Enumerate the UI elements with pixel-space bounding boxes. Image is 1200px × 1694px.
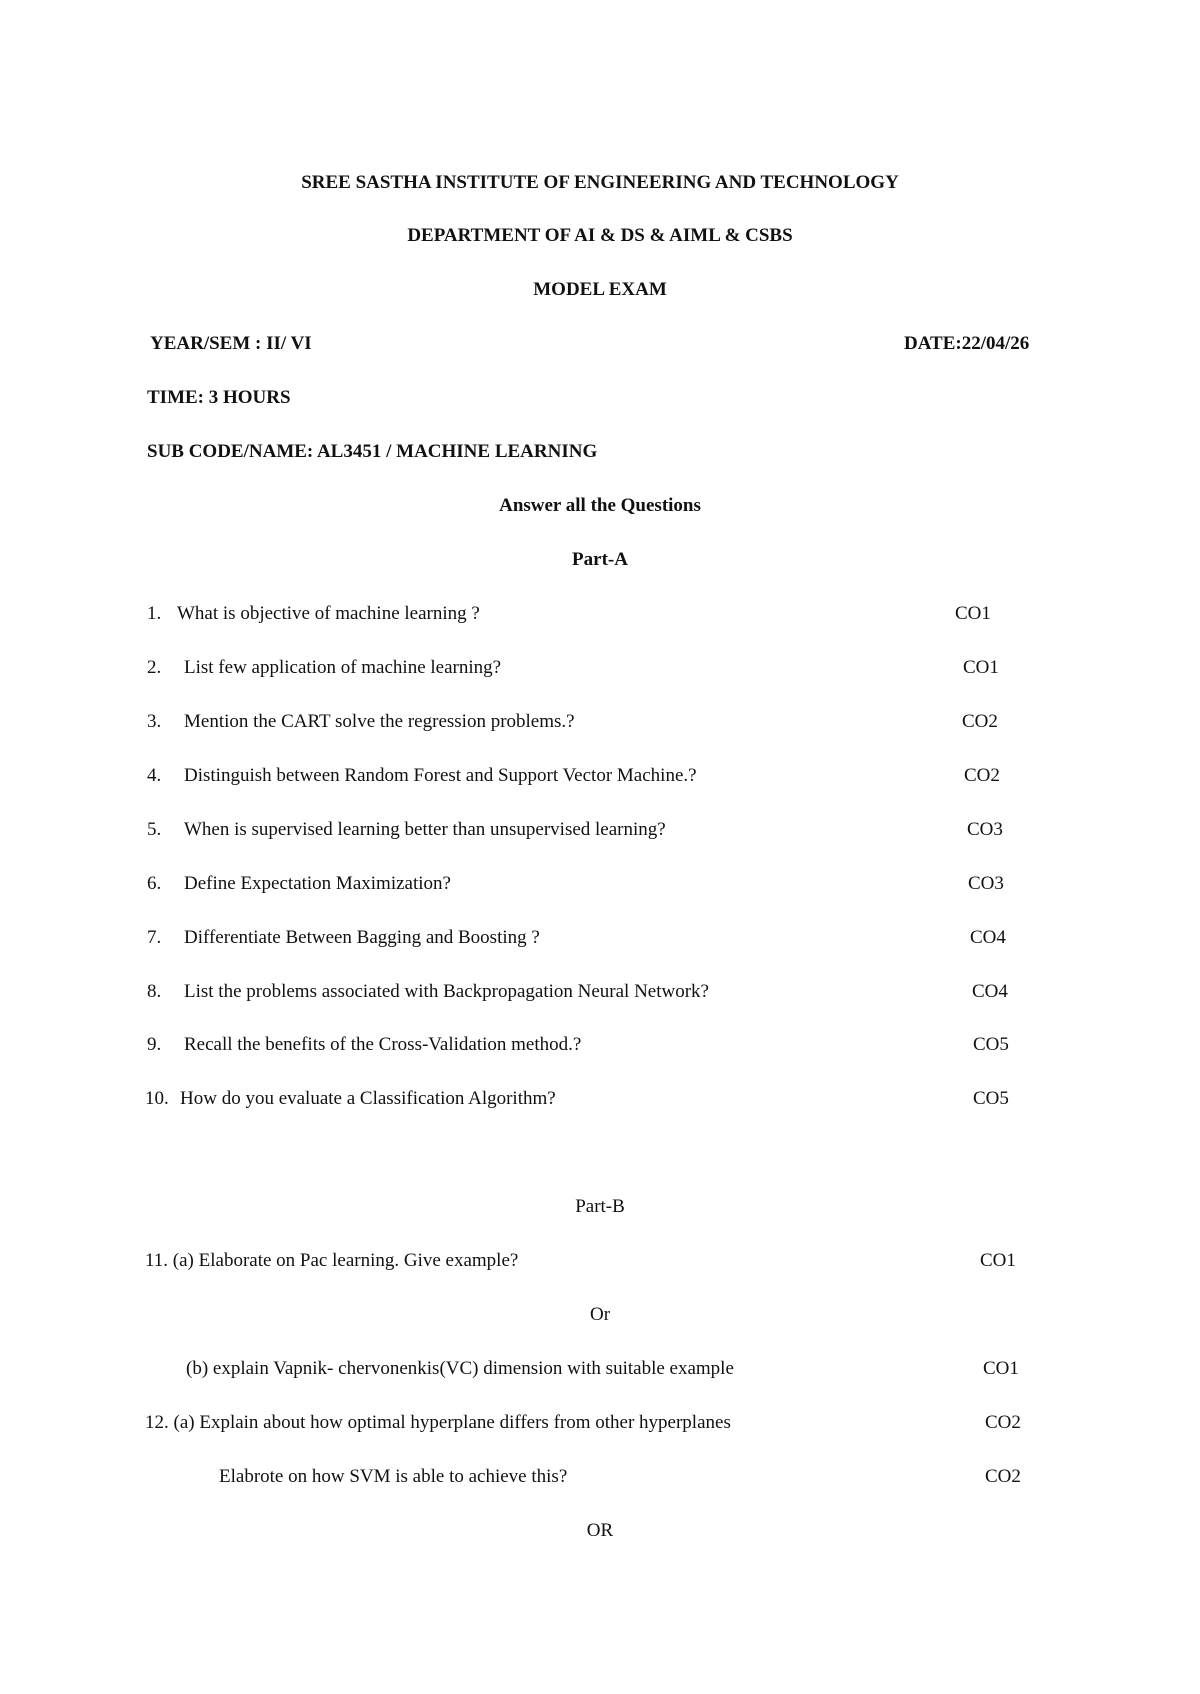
question-text: What is objective of machine learning ? bbox=[177, 603, 480, 624]
question-text: Differentiate Between Bagging and Boosting ? bbox=[184, 927, 540, 948]
course-outcome: CO1 bbox=[955, 603, 991, 624]
question-number: 5. bbox=[147, 819, 162, 840]
question-11b: (b) explain Vapnik- chervonenkis(VC) dimension with suitable example bbox=[186, 1358, 734, 1379]
subject-code-name: SUB CODE/NAME: AL3451 / MACHINE LEARNING bbox=[147, 441, 598, 462]
question-text: Distinguish between Random Forest and Support Vector Machine.? bbox=[184, 765, 697, 786]
course-outcome: CO5 bbox=[973, 1034, 1009, 1055]
course-outcome: CO1 bbox=[983, 1358, 1019, 1379]
question-number: 8. bbox=[147, 981, 162, 1002]
part-b-title: Part-B bbox=[575, 1196, 625, 1217]
question-number: 1. bbox=[147, 603, 162, 624]
question-12a: 12. (a) Explain about how optimal hyperplane differs from other hyperplanes bbox=[145, 1412, 731, 1433]
question-text: List the problems associated with Backpropagation Neural Network? bbox=[184, 981, 709, 1002]
question-number: 3. bbox=[147, 711, 162, 732]
or-separator: Or bbox=[589, 1304, 611, 1325]
course-outcome: CO5 bbox=[973, 1088, 1009, 1109]
question-text: When is supervised learning better than unsupervised learning? bbox=[184, 819, 666, 840]
course-outcome: CO4 bbox=[970, 927, 1006, 948]
question-number: 10. bbox=[145, 1088, 169, 1109]
question-number: 7. bbox=[147, 927, 162, 948]
exam-title: MODEL EXAM bbox=[533, 279, 667, 300]
question-text: List few application of machine learning? bbox=[184, 657, 502, 678]
course-outcome: CO3 bbox=[967, 819, 1003, 840]
question-text: How do you evaluate a Classification Algorithm? bbox=[180, 1088, 556, 1109]
question-text: Recall the benefits of the Cross-Validation method.? bbox=[184, 1034, 582, 1055]
course-outcome: CO1 bbox=[963, 657, 999, 678]
course-outcome: CO1 bbox=[980, 1250, 1016, 1271]
part-a-title: Part-A bbox=[572, 549, 628, 570]
course-outcome: CO2 bbox=[985, 1412, 1021, 1433]
department-title: DEPARTMENT OF AI & DS & AIML & CSBS bbox=[407, 225, 793, 246]
instruction: Answer all the Questions bbox=[499, 495, 701, 516]
question-number: 2. bbox=[147, 657, 162, 678]
exam-time: TIME: 3 HOURS bbox=[147, 387, 291, 408]
year-sem: YEAR/SEM : II/ VI bbox=[150, 333, 312, 354]
question-number: 9. bbox=[147, 1034, 162, 1055]
question-number: 6. bbox=[147, 873, 162, 894]
question-text: Mention the CART solve the regression problems.? bbox=[184, 711, 575, 732]
question-12a-continued: Elabrote on how SVM is able to achieve this? bbox=[219, 1466, 568, 1487]
course-outcome: CO2 bbox=[962, 711, 998, 732]
exam-date: DATE:22/04/26 bbox=[904, 333, 1030, 354]
course-outcome: CO2 bbox=[964, 765, 1000, 786]
question-11a: 11. (a) Elaborate on Pac learning. Give example? bbox=[145, 1250, 519, 1271]
question-text: Define Expectation Maximization? bbox=[184, 873, 451, 894]
course-outcome: CO3 bbox=[968, 873, 1004, 894]
course-outcome: CO2 bbox=[985, 1466, 1021, 1487]
question-number: 4. bbox=[147, 765, 162, 786]
course-outcome: CO4 bbox=[972, 981, 1008, 1002]
or-separator: OR bbox=[586, 1520, 614, 1541]
institute-title: SREE SASTHA INSTITUTE OF ENGINEERING AND TECHNOLOGY bbox=[301, 172, 899, 193]
